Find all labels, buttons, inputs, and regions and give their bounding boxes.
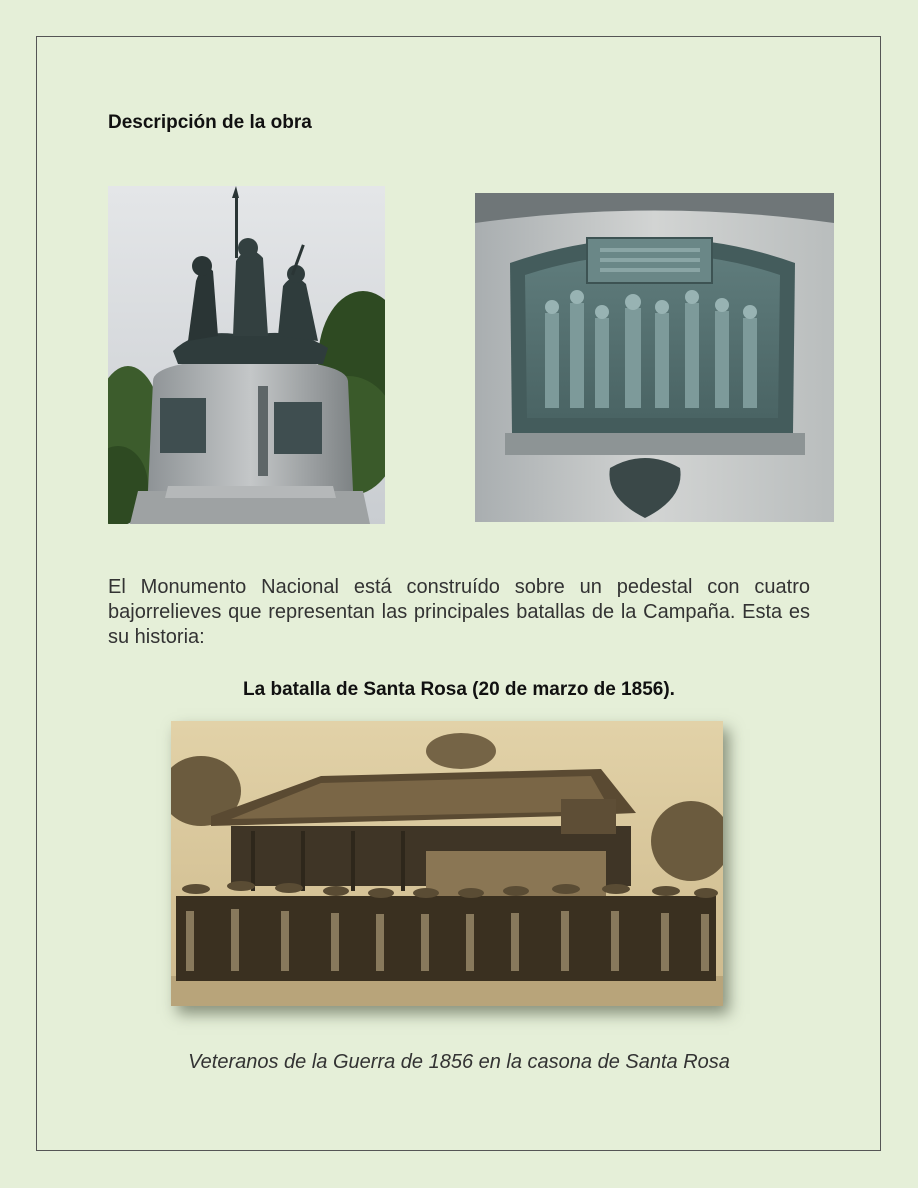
body-paragraph: El Monumento Nacional está construído sobre un pedestal con cuatro bajorrelieves que representan las principales batallas de la Campaña. Esta es su historia:	[108, 576, 810, 648]
section-heading: Descripción de la obra	[108, 112, 312, 133]
monument-statue-photo	[108, 186, 385, 524]
bronze-relief-photo	[475, 193, 834, 522]
battle-subheading: La batalla de Santa Rosa (20 de marzo de 1856).	[243, 679, 675, 700]
photo-caption: Veteranos de la Guerra de 1856 en la casona de Santa Rosa	[188, 1051, 730, 1073]
sepia-historic-photo	[171, 721, 723, 1006]
